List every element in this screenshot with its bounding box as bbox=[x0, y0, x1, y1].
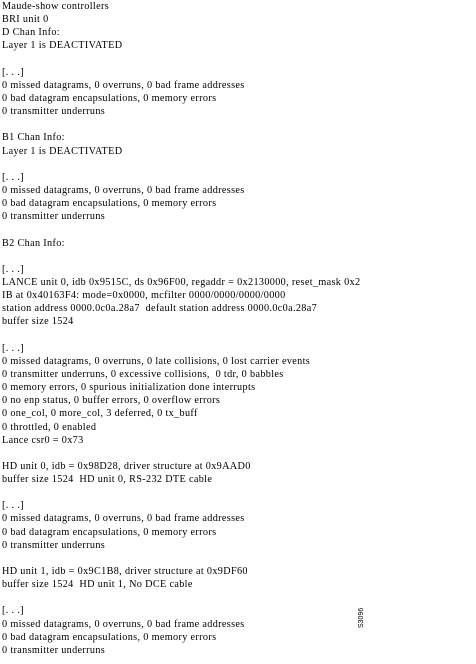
output-line: Lance csr0 = 0x73 bbox=[2, 434, 84, 446]
output-line: 0 missed datagrams, 0 overruns, 0 bad frame addresses bbox=[2, 184, 245, 196]
output-line: 0 bad datagram encapsulations, 0 memory errors bbox=[2, 92, 217, 104]
blank-line bbox=[2, 158, 476, 171]
output-line: 0 missed datagrams, 0 overruns, 0 bad frame addresses bbox=[2, 79, 245, 91]
output-line: B2 Chan Info: bbox=[2, 237, 65, 249]
output-line: Maude-show controllers bbox=[2, 1, 110, 12]
blank-line bbox=[2, 329, 476, 342]
output-line: [. . .] bbox=[2, 500, 24, 512]
output-line: LANCE unit 0, idb 0x9515C, ds 0x96F00, regaddr = 0x2130000, reset_mask 0x2 bbox=[2, 276, 361, 288]
output-line: 0 throttled, 0 enabled bbox=[2, 421, 97, 433]
output-line: station address 0000.0c0a.28a7 default station address 0000.0c0a.28a7 bbox=[2, 303, 318, 315]
output-line: HD unit 1, idb = 0x9C1B8, driver structure at 0x9DF60 bbox=[2, 566, 248, 578]
output-line: Layer 1 is DEACTIVATED bbox=[2, 145, 123, 157]
terminal-output bbox=[2, 0, 476, 664]
output-line: 0 transmitter underruns bbox=[2, 539, 106, 551]
output-line: 0 transmitter underruns bbox=[2, 644, 106, 656]
output-line: 0 bad datagram encapsulations, 0 memory errors bbox=[2, 631, 217, 643]
output-line: 0 one_col, 0 more_col, 3 deferred, 0 tx_buff bbox=[2, 408, 198, 420]
blank-line bbox=[2, 552, 476, 565]
output-line: D Chan Info: bbox=[2, 27, 60, 39]
output-line: 0 missed datagrams, 0 overruns, 0 bad frame addresses bbox=[2, 513, 245, 525]
output-line: 0 missed datagrams, 0 overruns, 0 bad frame addresses bbox=[2, 618, 245, 630]
output-line: B1 Chan Info: bbox=[2, 132, 65, 144]
blank-line bbox=[2, 223, 476, 236]
blank-line bbox=[2, 447, 476, 460]
blank-line bbox=[2, 53, 476, 66]
output-line: [. . .] bbox=[2, 605, 24, 617]
output-line: [. . .] bbox=[2, 171, 24, 183]
output-line: 0 missed datagrams, 0 overruns, 0 late collisions, 0 lost carrier events bbox=[2, 355, 311, 367]
blank-line bbox=[2, 591, 476, 604]
output-line: buffer size 1524 HD unit 1, No DCE cable bbox=[2, 579, 193, 591]
output-line: BRI unit 0 bbox=[2, 14, 49, 26]
output-line: IB at 0x40163F4: mode=0x0000, mcfilter 0000/0000/0000/0000 bbox=[2, 290, 286, 302]
output-line: 0 transmitter underruns bbox=[2, 211, 106, 223]
blank-line bbox=[2, 486, 476, 499]
blank-line bbox=[2, 118, 476, 131]
output-line: 0 memory errors, 0 spurious initialization done interrupts bbox=[2, 382, 256, 394]
output-line: 0 no enp status, 0 buffer errors, 0 overflow errors bbox=[2, 395, 221, 407]
output-line: 0 transmitter underruns, 0 excessive collisions, 0 tdr, 0 babbles bbox=[2, 368, 284, 380]
output-line: [. . .] bbox=[2, 342, 24, 354]
output-line: buffer size 1524 HD unit 0, RS-232 DTE cable bbox=[2, 474, 213, 486]
output-line: 0 bad datagram encapsulations, 0 memory errors bbox=[2, 198, 217, 210]
output-line: [. . .] bbox=[2, 263, 24, 275]
output-line: buffer size 1524 bbox=[2, 316, 74, 328]
output-line: Layer 1 is DEACTIVATED bbox=[2, 40, 123, 52]
blank-line bbox=[2, 250, 476, 263]
output-line: 0 bad datagram encapsulations, 0 memory errors bbox=[2, 526, 217, 538]
output-line: HD unit 0, idb = 0x98D28, driver structure at 0x9AAD0 bbox=[2, 460, 251, 472]
output-line: 0 transmitter underruns bbox=[2, 106, 106, 118]
figure-id-label: S3096 bbox=[358, 607, 365, 628]
output-line: [. . .] bbox=[2, 66, 24, 78]
